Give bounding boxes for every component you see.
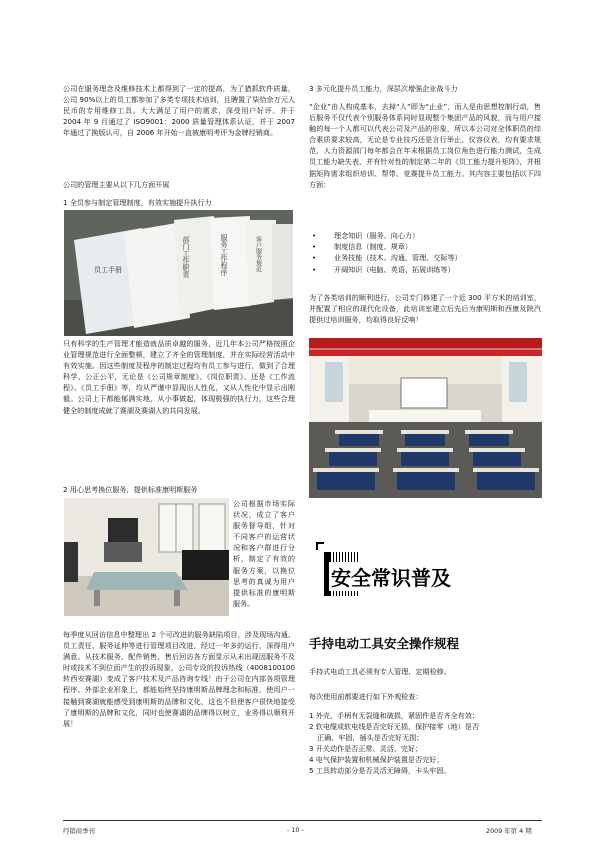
binder-label-2: 部门工作职责 (182, 236, 190, 278)
banner-corner-mark (316, 542, 324, 550)
binders-photo (64, 210, 293, 336)
check-item: 4 电气保护装置和机械保护装置是否完好； (309, 755, 444, 765)
binder-label-1: 员工手册 (94, 266, 122, 274)
left-subheading-2: 2 用心思考换位服务，提供标准康明斯服务 (63, 485, 198, 494)
right-paragraph-room: 为了各类培训的顺利进行，公司专门修建了一个近 300 平方米的培训室，并配置了相应的现代化设备，此培训室建立后先后为康明斯和西康及陕汽提供过培训服务，均取得良好反响！ (309, 293, 541, 325)
article-intro: 手持式电动工具必须有专人管理、定期检修。 (309, 667, 451, 676)
right-paragraph-training: “企业”由人构成基本，去掉“人”即为“止业”，而人是由思想控制行动，售后服务不仅代表个别服务体系同时显现整个集团产品的风貌，而与用户接触的每一个人都可以代表公司及产品的形象，所以本公司对全体职员的综合素质要求较高，无论是专业技巧还是言行举止、仪容仪表，均有要求规范，人力资源部门每年都会在年末根据员工岗位角色进行能力测试，生成员工能力缺失表，并有针对性的制定第二年的《员工能力提升矩阵》，并根据矩阵需求组织培训、帮带、竞赛提升员工能力。其内容主要包括以下四方面： (309, 102, 541, 189)
left-paragraph-service-side: 公司根据市场实际状况，成立了客户服务督导组，针对不同客户的运营状况和客户群进行分析，制定了有效的服务方案，以换位思考的真诚为用户提供标准的康明斯服务。 (233, 499, 295, 608)
bullet-item: • 开阔知识（电脑、英语、拓展训练等） (312, 264, 455, 274)
bullet-item: • 理念知识（服务、向心力） (312, 231, 420, 240)
check-item: 1 外壳、手柄有无裂缝和破损，紧固件是否齐全有效； (309, 711, 479, 720)
right-subheading-3: 3 多元化提升员工能力，深层次增强企业战斗力 (309, 84, 458, 93)
check-item: 5 工具转动部分是否灵活无障碍，卡头牢固。 (309, 766, 451, 776)
training-bullet-list (312, 230, 462, 275)
check-list (309, 710, 541, 777)
article-heading: 手持电动工具安全操作规程 (309, 636, 460, 651)
left-paragraph-service-rest: 每季度从回访信息中整理出 2 个可改进的服务缺陷项目，涉及现场沟通、员工责任、服务延伸等进行管理项目改进，经过一年多的运行，深得用户满意。从技术服务、配件销售、售后回访各方面显示从末出现因服务不及时或技术不到位而产生的投诉现象，公司专设的投诉热线（4008100100 转西安赛湖）变成了客户技术及产品咨询专线！由于公司在内部各项管理程序、外部企业形象上，都能始终坚持康明斯品牌理念和标准，使用户一接触到赛湖就能感受到康明斯的品牌和文化，这也不但使客户很快地接受了康明斯的品牌和文化，同时也使赛湖的品牌得以树立，业务得以顺利开展！ (63, 630, 295, 728)
check-item: 2 软电缆或软电线是否完好无损，保护接零（地）是否 (309, 722, 479, 732)
left-subheading-1: 1 全员参与制定管理制度，有效实施提升执行力 (63, 198, 212, 207)
footer-issue: 2009 年第 4 期 (486, 827, 532, 835)
binder-label-4: 客户服务规范 (254, 236, 262, 272)
training-room-photo (309, 338, 542, 498)
footer-rule (63, 820, 542, 821)
left-paragraph-intro: 公司在服务理念及维修技术上都得到了一定的提高，为了猎抓软件质量，公司 90%以上的员工都参加了多类专项技术培训，且聘置了柒恰余万元人民币的专用维修工具。大大满足了用户的需求，深受用户好评。并于 2004 年 9 月通过了 ISO9001：2000 质量管理体系认证，并于 2007 年通过了换版认可，自 2006 年开始一直被康明考评为金牌经销商。 (63, 84, 295, 138)
footer-publication: 经销商季刊 (63, 827, 95, 835)
article-check-intro: 每次使用前都要进行如下外观检查： (309, 692, 423, 701)
check-item: 3 开关动作是否正常、灵活、完好； (309, 744, 423, 754)
left-paragraph-management: 公司的管理主要从以下几方面开展 (63, 180, 170, 189)
office-photo (64, 498, 229, 616)
bullet-item: • 制度信息（制度、规章） (312, 242, 413, 252)
section-title: 安全常识普及 (329, 562, 453, 591)
binder-label-3: 服务工作程序 (220, 234, 228, 276)
bullet-item: • 业务技能（技术、沟通、管理、交际等） (312, 253, 462, 263)
left-paragraph-rules: 只有科学的生产管理才能造就品质卓越的服务，近几年本公司严格按照企业管理规范进行全面整顿，建立了齐全的管理制度，并在实际经营活动中有效实施。因这些制度及程序的制定过程均有员工参与进行，做到了合理科学、公正公平，无论是《公司规章制度》、《岗位职责》、还是《工作流程》、《员工手册》等，均从严谨中显现出人性化，又从人性化中显示出刚毅。公司上下都能郁满实地，从小事做起，体现极强的执行力，这些合理健全的制度成就了赛湖及赛湖人的共同发展。 (63, 339, 295, 415)
check-item: 正确、牢固，插头是否完好无损； (317, 733, 424, 743)
footer-page-number: - 10 - (287, 826, 304, 834)
